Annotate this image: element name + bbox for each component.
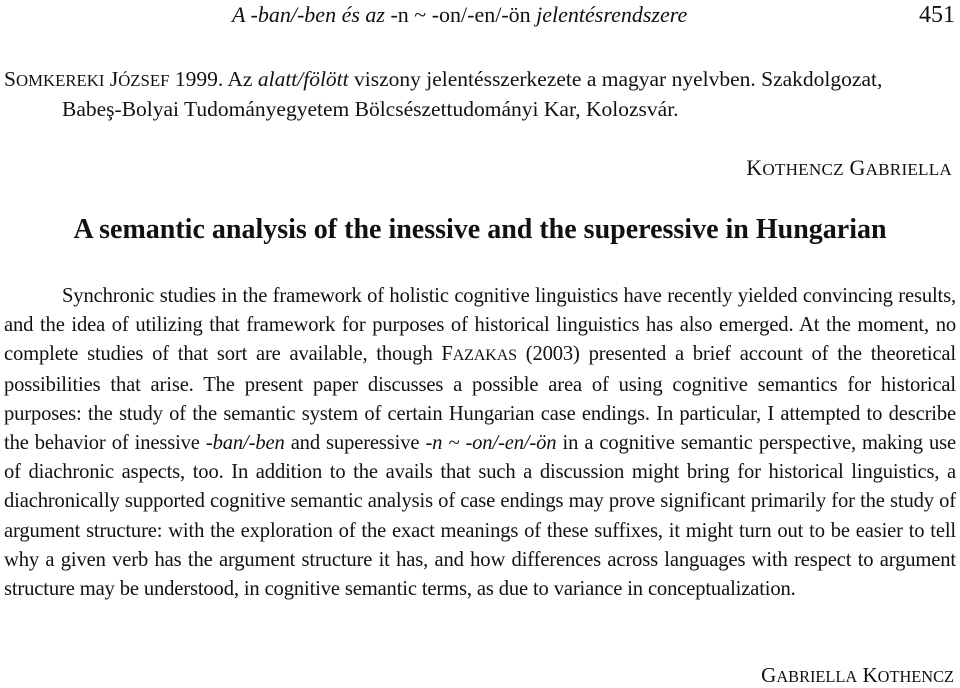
abstract-text-2: (2003) presented a brief account of the theoretical possibilities that arise. The present paper discusses a possible area of using cognitive semantics for historical purposes: the study of the semantic system of certain Hungarian case endings. In particular, I attempted to describe the behavior of inessive: [4, 343, 956, 455]
running-title-italic-3: jelentésrendszere: [536, 2, 688, 27]
bibliography-entry: [4, 65, 899, 123]
abstract-signature: [761, 663, 954, 688]
running-title: [232, 2, 687, 28]
article-title: A semantic analysis of the inessive and the superessive in Hungarian: [73, 214, 887, 245]
ref-text-a: 1999. Az: [169, 67, 258, 91]
ref-author-small-2: ÓZSEF: [118, 71, 170, 90]
fazakas-cap: F: [441, 343, 453, 366]
ref-author-small-1: OMKEREKI: [15, 71, 105, 90]
author-cap-2: G: [849, 155, 866, 180]
author-small-2: ABRIELLA: [865, 160, 952, 179]
signature-small-1: ABRIELLA: [776, 667, 858, 686]
running-title-roman: -n ~ -on/-en/-ön: [384, 2, 537, 27]
suffix-superessive: -n ~ -on/-en/-ön: [425, 432, 557, 455]
abstract-text-3: and superessive: [284, 432, 426, 455]
fazakas-small: AZAKAS: [452, 347, 517, 365]
signature-cap-2: K: [862, 663, 878, 687]
signature-small-2: OTHENCZ: [877, 667, 954, 686]
ref-author-cap-1: S: [4, 67, 16, 91]
article-author: [746, 155, 952, 181]
author-small-1: OTHENCZ: [762, 160, 844, 179]
running-title-italic-2: és az: [341, 2, 385, 27]
ref-text-b: viszony jelentésszerkezete a magyar nyelvben. Szakdolgozat, Babeş-Bolyai Tudományegyetem Bölcsészettudományi Kar, Kolozsvár.: [62, 67, 883, 121]
ref-author-cap-2: J: [109, 67, 119, 91]
abstract-text-4: in a cognitive semantic perspective, making use of diachronic aspects, too. In addition to the avails that such a discussion might bring for historical linguistics, a diachronically supported cognitive semantic analysis of case endings may prove significant primarily for the study of argument structure: with the exploration of the exact meanings of these suffixes, it might turn out to be easier to tell why a given verb has the argument structure it has, and how differences across languages with respect to argument structure may be understood, in cognitive semantic terms, as due to variance in conceptualization.: [4, 432, 956, 601]
abstract-paragraph: [4, 282, 956, 604]
page-number: 451: [919, 2, 955, 28]
suffix-inessive: -ban/-ben: [205, 432, 285, 455]
ref-italic: alatt/fölött: [257, 67, 349, 91]
abstract-text-1: Synchronic studies in the framework of holistic cognitive linguistics have recently yielded convincing results, and the idea of utilizing that framework for purposes of historical linguistics has also emerged. At the moment, no complete studies of that sort are available, though: [4, 285, 956, 366]
running-title-italic-1: A -ban/-ben: [232, 2, 342, 27]
author-cap-1: K: [746, 155, 763, 180]
signature-cap-1: G: [761, 663, 777, 687]
